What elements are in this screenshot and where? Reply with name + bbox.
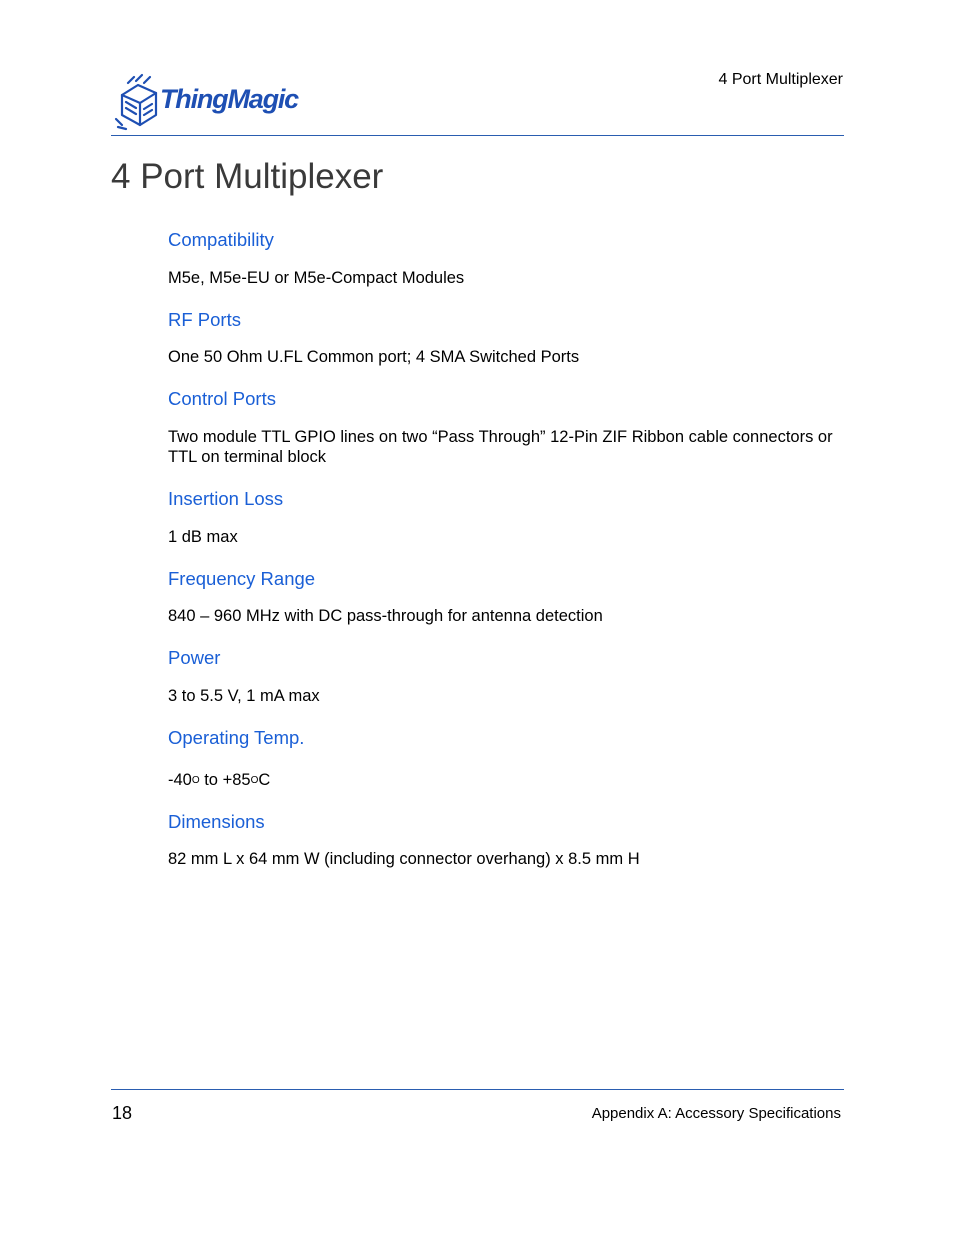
section-body-operating-temp	[168, 770, 843, 793]
thingmagic-logo	[114, 72, 298, 132]
thingmagic-cube-icon	[114, 73, 162, 131]
running-header-title: 4 Port Multiplexer	[718, 71, 843, 88]
footer-divider	[111, 1089, 844, 1090]
section-heading-dimensions: Dimensions	[168, 811, 265, 832]
section-heading-control-ports: Control Ports	[168, 388, 276, 409]
footer-chapter-title: Appendix A: Accessory Specifications	[591, 1105, 841, 1122]
temp-low: -40	[168, 771, 192, 789]
section-heading-frequency-range: Frequency Range	[168, 568, 316, 589]
degree-mark: O	[191, 775, 200, 786]
degree-mark: O	[250, 775, 259, 786]
section-body-frequency-range: 840 – 960 MHz with DC pass-through for antenna detection	[168, 607, 603, 625]
logo-wordmark: ThingMagic	[160, 83, 298, 114]
temp-to: to +85	[199, 771, 251, 789]
section-body-compatibility: M5e, M5e-EU or M5e-Compact Modules	[168, 269, 465, 287]
page-title: 4 Port Multiplexer	[111, 157, 384, 196]
section-heading-operating-temp: Operating Temp.	[168, 727, 305, 748]
page-number: 18	[112, 1103, 133, 1123]
section-heading-rf-ports: RF Ports	[168, 309, 241, 330]
section-body-insertion-loss: 1 dB max	[168, 528, 238, 546]
section-heading-insertion-loss: Insertion Loss	[168, 488, 284, 509]
header-divider	[111, 135, 844, 136]
section-heading-power: Power	[168, 647, 221, 668]
section-body-rf-ports: One 50 Ohm U.FL Common port; 4 SMA Switched Ports	[168, 348, 580, 366]
section-body-dimensions: 82 mm L x 64 mm W (including connector overhang) x 8.5 mm H	[168, 850, 640, 868]
section-heading-compatibility: Compatibility	[168, 229, 274, 250]
temp-unit: C	[258, 771, 271, 789]
section-body-control-ports: Two module TTL GPIO lines on two “Pass Through” 12-Pin ZIF Ribbon cable connectors or TTL on terminal block	[168, 428, 833, 466]
section-body-power: 3 to 5.5 V, 1 mA max	[168, 687, 320, 705]
